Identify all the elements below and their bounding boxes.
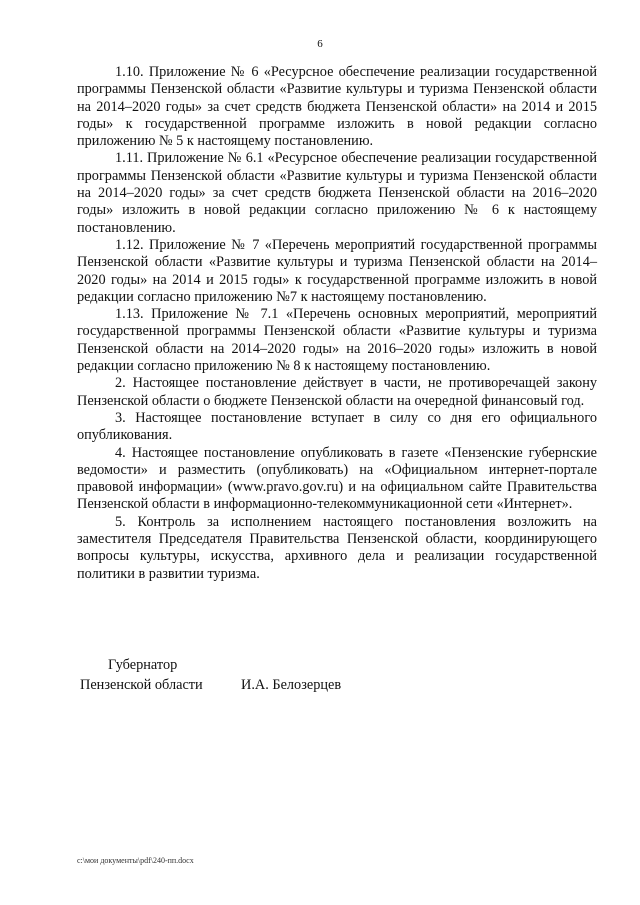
paragraph-5: 5. Контроль за исполнением настоящего постановления возложить на заместителя Председателя Правительства Пензенской области, координирующего вопросы культуры, искусства, архивного дела и реализации государственной политики в развитии туризма. <box>77 513 597 582</box>
signatory-title-line-2: Пензенской области <box>80 677 203 693</box>
paragraph-1-10: 1.10. Приложение № 6 «Ресурсное обеспечение реализации государственной программы Пензенской области «Развитие культуры и туризма Пензенской области на 2014–2020 годы» за счет средств бюджета Пензенской области» на 2014 и 2015 годы» к государственной программе изложить в новой редакции согласно приложению № 5 к настоящему постановлению. <box>77 64 597 150</box>
signature-block <box>0 656 640 696</box>
footer-file-path: c:\мои документы\pdf\240-пп.docx <box>77 856 194 865</box>
paragraph-3: 3. Настоящее постановление вступает в силу со дня его официального опубликования. <box>77 409 597 444</box>
paragraph-1-12: 1.12. Приложение № 7 «Перечень мероприятий государственной программы Пензенской области «Развитие культуры и туризма Пензенской области на 2014–2020 годы» на 2014 и 2015 годы» к государственной программе изложить в новой редакции согласно приложению №7 к настоящему постановлению. <box>77 236 597 305</box>
paragraph-2: 2. Настоящее постановление действует в части, не противоречащей закону Пензенской области о бюджете Пензенской области на очередной финансовый год. <box>77 375 597 409</box>
paragraph-1-13: 1.13. Приложение № 7.1 «Перечень основных мероприятий, мероприятий государственной программы Пензенской области «Развитие культуры и туризма Пензенской области на 2014–2020 годы» на 2016–2020 годы» изложить в новой редакции согласно приложению № 8 к настоящему постановлению. <box>77 306 597 375</box>
signatory-title-line-1: Губернатор <box>108 657 178 673</box>
page-number: 6 <box>317 38 323 50</box>
signatory-name: И.А. Белозерцев <box>241 677 342 693</box>
paragraph-4: 4. Настоящее постановление опубликовать в газете «Пензенские губернские ведомости» и разместить (опубликовать) на «Официальном интернет-портале правовой информации» (www.pravo.gov.ru) и на официальном сайте Правительства Пензенской области в информационно-телекоммуникационной сети «Интернет». <box>77 444 597 513</box>
paragraph-1-11: 1.11. Приложение № 6.1 «Ресурсное обеспечение реализации государственной программы Пензенской области «Развитие культуры и туризма Пензенской области на 2014–2020 годы» за счет средств бюджета Пензенской области на 2016–2020 годы» изложить в новой редакции согласно приложению № 6 к настоящему постановлению. <box>77 150 597 236</box>
document-body <box>77 64 597 583</box>
